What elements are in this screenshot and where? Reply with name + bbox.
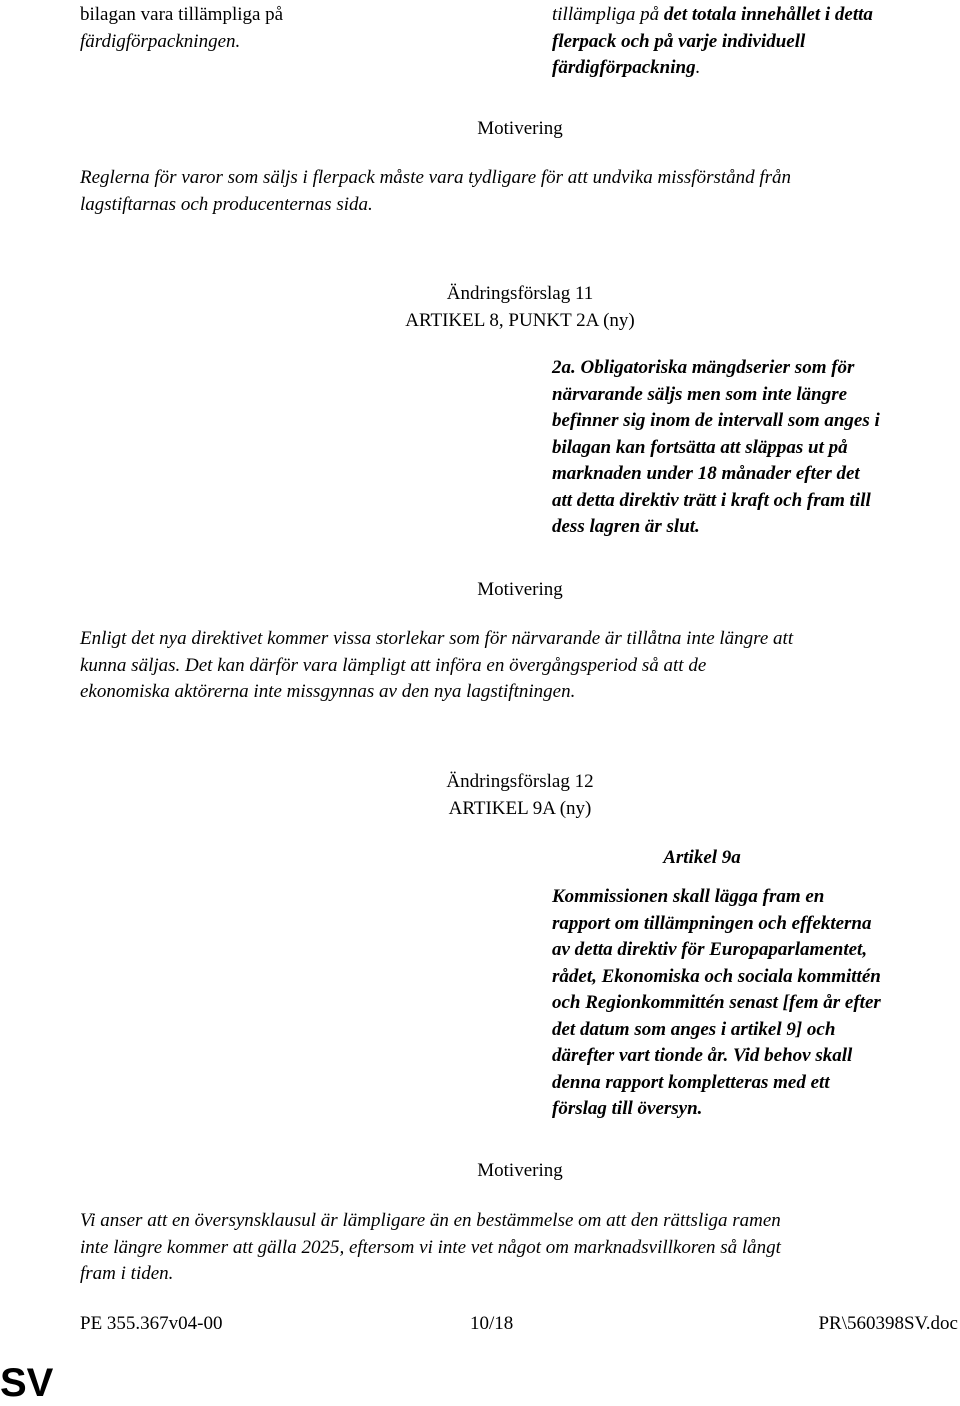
top-right-line-1 <box>552 2 952 29</box>
footer-doc-ref: PE 355.367v04-00 <box>80 1313 223 1334</box>
top-left-line-2: färdigförpackningen. <box>80 30 241 52</box>
top-right-line-2: flerpack och på varje individuell <box>552 30 806 52</box>
motivering-2-heading: Motivering <box>477 579 563 600</box>
amendment-12-line: och Regionkommittén senast [fem år efter <box>552 992 881 1013</box>
motivering-1-line-1: Reglerna för varor som säljs i flerpack måste vara tydligare för att undvika missförstånd från <box>80 167 792 188</box>
top-left-text <box>80 2 380 55</box>
amendment-12-line: Kommissionen skall lägga fram en <box>552 886 825 907</box>
motivering-2-line: Enligt det nya direktivet kommer vissa storlekar som för närvarande är tillåtna inte längre att <box>80 628 794 649</box>
amendment-11-text <box>552 355 952 541</box>
motivering-1-line-2: lagstiftarnas och producenternas sida. <box>80 193 373 215</box>
language-code: SV <box>0 1361 54 1405</box>
amendment-12-article: ARTIKEL 9A (ny) <box>448 798 592 819</box>
motivering-2-text <box>80 626 960 706</box>
amendment-11-article: ARTIKEL 8, PUNKT 2A (ny) <box>405 310 635 331</box>
amendment-12-line: denna rapport kompletteras med ett <box>552 1071 830 1093</box>
amendment-11-line: marknaden under 18 månader efter det <box>552 463 860 484</box>
amendment-11-line: 2a. Obligatoriska mängdserier som för <box>552 357 855 378</box>
motivering-3-heading: Motivering <box>477 1160 563 1181</box>
amendment-12-article-heading: Artikel 9a <box>663 847 741 868</box>
motivering-2-line: ekonomiska aktörerna inte missgynnas av den nya lagstiftningen. <box>80 681 576 702</box>
amendment-11-line: närvarande säljs men som inte längre <box>552 383 848 405</box>
amendment-11-line: befinner sig inom de intervall som anges i <box>552 410 880 431</box>
top-right-line-1-plain: tillämpliga på <box>552 4 664 25</box>
motivering-1-text <box>80 165 960 218</box>
amendment-12-line: av detta direktiv för Europaparlamentet, <box>552 939 868 960</box>
top-right-line-3-end: . <box>695 57 701 78</box>
motivering-3-line: fram i tiden. <box>80 1263 174 1284</box>
top-left-line-1: bilagan vara tillämpliga på <box>80 4 284 25</box>
amendment-12-line: rådet, Ekonomiska och sociala kommittén <box>552 965 881 987</box>
amendment-12-line: förslag till översyn. <box>552 1098 703 1119</box>
amendment-11-line: bilagan kan fortsätta att släppas ut på <box>552 436 848 458</box>
motivering-3-line: Vi anser att en översynsklausul är lämpligare än en bestämmelse om att den rättsliga ramen <box>80 1210 781 1231</box>
top-right-line-3 <box>552 55 952 82</box>
amendment-12-line: det datum som anges i artikel 9] och <box>552 1018 836 1040</box>
amendment-11-line: dess lagren är slut. <box>552 516 700 537</box>
amendment-11-line: att detta direktiv trätt i kraft och fram till <box>552 489 871 511</box>
motivering-3-text <box>80 1208 960 1288</box>
top-right-text <box>552 2 952 82</box>
amendment-12-line: rapport om tillämpningen och effekterna <box>552 912 872 934</box>
amendment-12-text <box>552 884 952 1123</box>
top-right-line-1-bold: det totala innehållet i detta <box>663 4 873 25</box>
footer-page-number: 10/18 <box>470 1313 514 1334</box>
amendment-12-title: Ändringsförslag 12 <box>446 771 594 792</box>
amendment-12-line: därefter vart tionde år. Vid behov skall <box>552 1045 853 1066</box>
motivering-2-line: kunna säljas. Det kan därför vara lämpligt att införa en övergångsperiod så att de <box>80 654 707 676</box>
top-right-line-3-bold: färdigförpackning <box>552 57 696 78</box>
motivering-3-line: inte längre kommer att gälla 2025, eftersom vi inte vet något om marknadsvillkoren så långt <box>80 1236 781 1258</box>
footer-file-name: PR\560398SV.doc <box>818 1313 958 1334</box>
amendment-11-title: Ändringsförslag 11 <box>446 283 594 304</box>
motivering-1-heading: Motivering <box>477 118 563 139</box>
